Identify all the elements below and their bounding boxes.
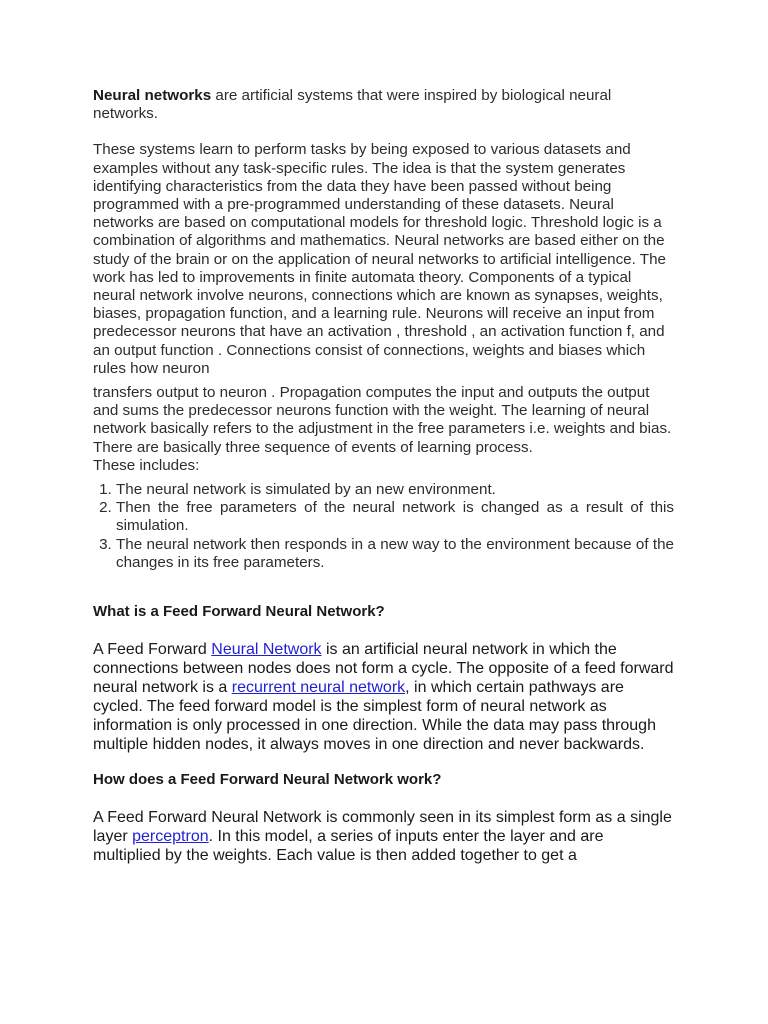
perceptron-link[interactable]: perceptron: [132, 828, 209, 846]
ffnn-text-3: , in which certain pathways are cycled. The feed forward model is the simplest form of neural network as information is only processed in one direction. While the data may pass through multiple hidden nodes, it always moves in one direction and never backwards.: [93, 679, 656, 754]
ffnn-text-1: A Feed Forward: [93, 641, 212, 659]
learning-steps-list: [93, 481, 674, 572]
intro-paragraph: [93, 87, 674, 123]
work-text-2: . In this model, a series of inputs enter the layer and are multiplied by the weights. Each value is then added together to get a: [93, 828, 604, 865]
intro-bold-term: Neural networks: [93, 87, 212, 104]
heading-what-is-ffnn: What is a Feed Forward Neural Network?: [93, 603, 385, 621]
list-item: 1. The neural network is simulated by an new environment.: [116, 481, 674, 499]
includes-label: These includes:: [93, 456, 200, 474]
intro-text: are artificial systems that were inspired by biological neural networks.: [93, 87, 612, 123]
main-paragraph: These systems learn to perform tasks by being exposed to various datasets and examples without any task-specific rules. The idea is that the system generates identifying characteristics from the data they have been passed without being programmed with a pre-programmed understanding of these datasets. Neural networks are based on computational models for threshold logic. Threshold logic is a combination of algorithms and mathematics. Neural networks are based either on the study of the brain or on the application of neural networks to artificial intelligence. The work has led to improvements in finite automata theory. Components of a typical neural network involve neurons, connections which are known as synapses, weights, biases, propagation function, and a learning rule. Neurons will receive an input from predecessor neurons that have an activation , threshold , an activation function f, and an output function . Connections consist of connections, weights and biases which rules how neuron: [93, 141, 666, 377]
ffnn-definition-paragraph: [93, 640, 674, 754]
neural-network-link[interactable]: Neural Network: [211, 641, 322, 659]
document-page: [93, 87, 674, 865]
continuation-paragraph: transfers output to neuron . Propagation computes the input and outputs the output and sums the predecessor neurons function with the weight. The learning of neural network basically refers to the adjustment in the free parameters i.e. weights and bias. There are basically three sequence of events of learning process.: [93, 384, 672, 456]
ffnn-text-2: is an artificial neural network in which the connections between nodes does not form a cycle. The opposite of a feed forward neural network is a: [93, 641, 674, 697]
ffnn-work-paragraph: [93, 808, 674, 865]
work-text-1: A Feed Forward Neural Network is commonly seen in its simplest form as a single layer: [93, 809, 672, 846]
list-item: 2. Then the free parameters of the neural network is changed as a result of this simulation.: [116, 499, 674, 535]
heading-how-ffnn-works: How does a Feed Forward Neural Network work?: [93, 771, 442, 789]
list-item: 3. The neural network then responds in a new way to the environment because of the changes in its free parameters.: [116, 536, 674, 572]
recurrent-neural-network-link[interactable]: recurrent neural network: [231, 679, 406, 697]
